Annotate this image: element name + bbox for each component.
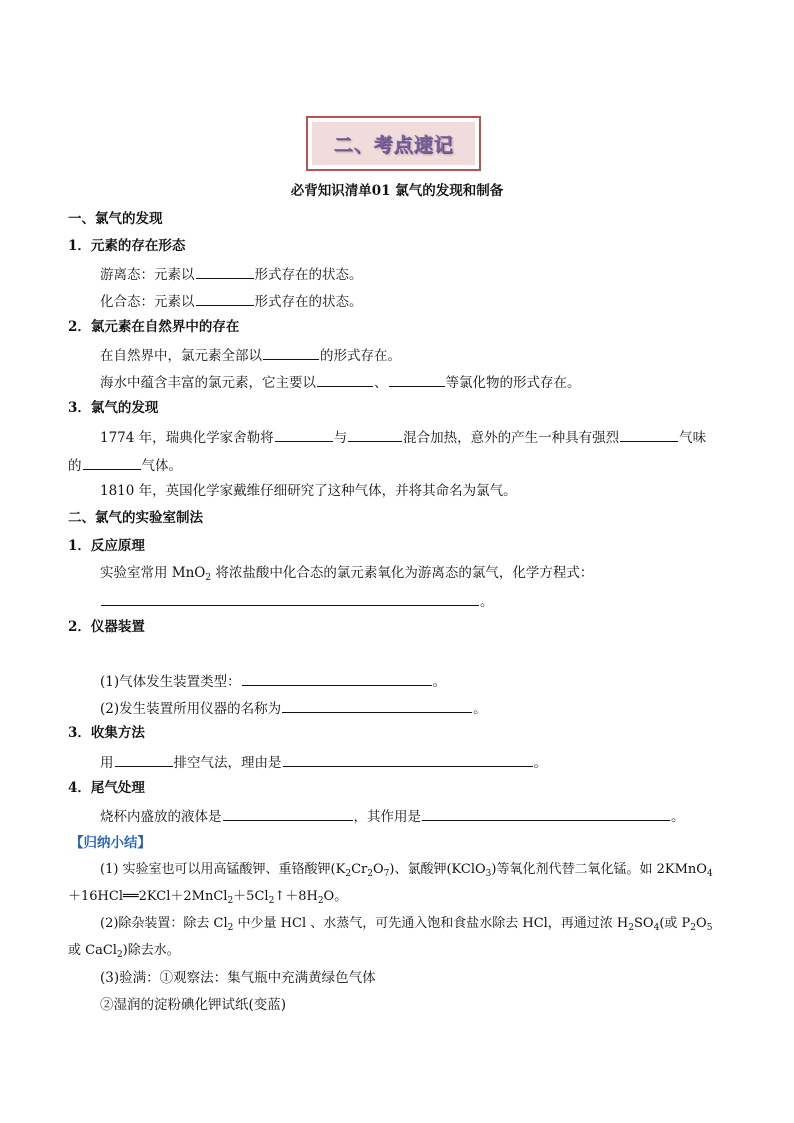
text: 1774 年，瑞典化学家舍勒将 (100, 430, 274, 446)
principle-line (100, 564, 593, 587)
summary-item-2-cont (68, 942, 180, 964)
combined-state-line (100, 291, 363, 311)
section-1-heading: 一、氯气的发现 (68, 211, 163, 227)
text: 中少量 HCl 、水蒸气，可先通入饱和食盐水除去 HCl，再通过浓 H (233, 916, 629, 931)
blank-beaker-liquid[interactable] (223, 806, 353, 821)
text: O (372, 862, 384, 877)
subheading-2-2: 2．仪器装置 (68, 619, 145, 635)
blank-nature-form[interactable] (263, 345, 319, 360)
subscript: 2 (628, 923, 635, 933)
subscript: 3 (485, 869, 492, 879)
subscript: 2 (116, 950, 123, 960)
text: )、氯酸钾(KClO (389, 862, 486, 877)
subscript: 5 (706, 923, 713, 933)
blank-equation[interactable] (101, 591, 479, 606)
equation-line (100, 591, 494, 611)
subheading-1-2: 2．氯元素在自然界中的存在 (68, 319, 240, 335)
text: 气体。 (141, 458, 182, 474)
apparatus-q1 (100, 671, 446, 691)
blank-collection-method[interactable] (115, 752, 173, 767)
text: )等氧化剂代替二氧化锰。如 2KMnO (491, 862, 707, 877)
text: 烧杯内盛放的液体是 (100, 809, 222, 825)
text: O。 (323, 889, 348, 904)
blank-liquid-purpose[interactable] (422, 806, 670, 821)
subscript: 2 (227, 896, 234, 906)
text: 的 (68, 458, 82, 474)
subheading-2-1: 1．反应原理 (68, 538, 145, 554)
seawater-line (100, 372, 581, 392)
text: 实验室常用 MnO (100, 565, 206, 581)
text: Cr (351, 862, 368, 877)
text: ↑＋8H (274, 889, 318, 904)
blank-apparatus-names[interactable] (282, 698, 472, 713)
blank-free-state[interactable] (196, 264, 254, 279)
text: 或 CaCl (68, 943, 117, 958)
text: 混合加热，意外的产生一种具有强烈 (403, 430, 620, 446)
blank-color[interactable] (83, 455, 141, 470)
collection-line (100, 752, 547, 772)
text: O (696, 916, 707, 931)
banner-title: 二、考点速记 (333, 134, 454, 156)
blank-combined-state[interactable] (196, 291, 254, 306)
subscript: 2 (367, 869, 373, 879)
page-title: 必背知识清单01 氯气的发现和制备 (290, 183, 504, 199)
subscript: 2 (205, 573, 212, 583)
subscript: 2 (268, 896, 275, 906)
tail-gas-line (100, 806, 685, 826)
text: 在自然界中，氯元素全部以 (100, 348, 262, 364)
apparatus-q2 (100, 698, 487, 718)
subheading-1-3: 3．氯气的发现 (68, 400, 159, 416)
text: 海水中蕴含丰富的氯元素，它主要以 (100, 375, 316, 391)
text: 等氯化物的形式存在。 (445, 375, 581, 391)
text: 。 (480, 594, 494, 610)
text: ＋16HCl══2KCl＋2MnCl (68, 889, 228, 904)
subscript: 2 (345, 869, 352, 879)
blank-apparatus-type[interactable] (242, 671, 432, 686)
subscript: 4 (653, 923, 660, 933)
summary-item-1-cont (68, 888, 347, 910)
banner-fill (312, 122, 475, 165)
subscript: 2 (227, 923, 234, 933)
subscript: 4 (706, 869, 713, 879)
summary-item-3-cont: ②湿润的淀粉碘化钾试纸(变蓝) (100, 997, 287, 1013)
summary-item-1 (100, 861, 713, 883)
blank-chloride-2[interactable] (389, 372, 445, 387)
subscript: 7 (383, 869, 390, 879)
text: 。 (671, 809, 685, 825)
discovery-line-2 (68, 455, 182, 475)
discovery-line-3: 1810 年，英国化学家戴维仔细研究了这种气体，并将其命名为氯气。 (100, 483, 517, 499)
subscript: 2 (690, 923, 697, 933)
text: (1)气体发生装置类型： (100, 674, 241, 690)
blank-reactant-1[interactable] (275, 427, 333, 442)
blank-collection-reason[interactable] (283, 752, 533, 767)
text: )除去水。 (122, 943, 180, 958)
text: 与 (333, 430, 348, 446)
text: 形式存在的状态。 (254, 294, 363, 310)
blank-smell[interactable] (620, 427, 678, 442)
blank-chloride-1[interactable] (317, 372, 373, 387)
section-banner (306, 116, 481, 171)
free-state-line (100, 264, 363, 284)
text: 将浓盐酸中化合态的氯元素氧化为游离态的氯气，化学方程式： (211, 565, 594, 581)
subscript: 2 (317, 896, 324, 906)
text: 。 (533, 755, 547, 771)
text: (2)发生装置所用仪器的名称为 (100, 701, 282, 717)
blank-reactant-2[interactable] (348, 427, 402, 442)
text: 用 (100, 755, 114, 771)
text: ＋5Cl (233, 889, 269, 904)
text: 气味 (679, 430, 707, 446)
text: 。 (473, 701, 487, 717)
text: 。 (432, 674, 447, 690)
text: (2)除杂装置：除去 Cl (100, 916, 228, 931)
subheading-1-1: 1．元素的存在形态 (68, 238, 186, 254)
nature-line (100, 345, 401, 365)
text: SO (634, 916, 654, 931)
summary-label: 【归纳小结】 (70, 835, 151, 851)
subheading-2-3: 3．收集方法 (68, 725, 145, 741)
text: 化合态：元素以 (100, 294, 195, 310)
summary-item-2 (100, 915, 712, 937)
text: 、 (374, 375, 388, 391)
text: ，其作用是 (353, 809, 421, 825)
text: 形式存在的状态。 (254, 267, 363, 283)
text: 排空气法，理由是 (173, 755, 282, 771)
discovery-line-1 (100, 427, 706, 447)
subheading-2-4: 4．尾气处理 (68, 780, 145, 796)
text: 的形式存在。 (320, 348, 401, 364)
section-2-heading: 二、氯气的实验室制法 (68, 510, 203, 526)
text: (1) 实验室也可以用高锰酸钾、重铬酸钾(K (100, 862, 346, 877)
text: 游离态：元素以 (100, 267, 195, 283)
text: (或 P (659, 916, 691, 931)
summary-item-3: (3)验满：①观察法：集气瓶中充满黄绿色气体 (100, 970, 376, 986)
